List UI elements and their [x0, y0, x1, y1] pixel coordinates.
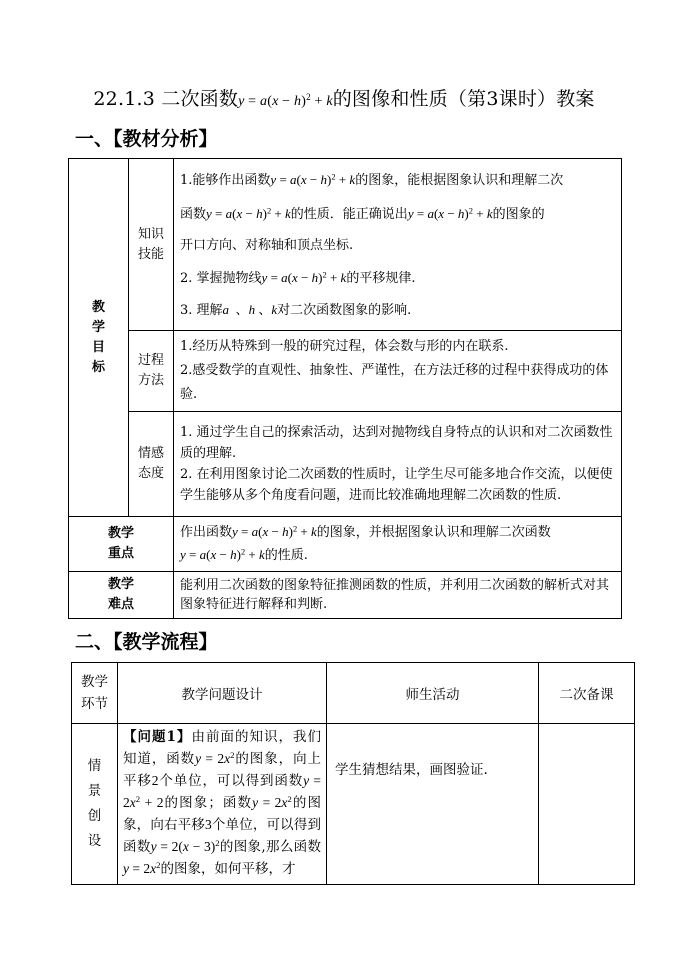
flow-header-row: [72, 663, 635, 724]
difficulty-label: 教学难点: [69, 572, 174, 619]
section2-heading: 二、【教学流程】: [75, 631, 218, 653]
title-prefix: 22.1.3 二次函数: [93, 88, 239, 110]
flow-row-scenario: [72, 724, 635, 885]
emotion-attitude-content: [174, 412, 622, 517]
goals-process-row: [69, 331, 622, 412]
knowledge-skills-label: 知识技能: [129, 159, 174, 331]
knowledge-line-5: 3. 理解a 、h 、k对二次函数图象的影响.: [180, 302, 412, 318]
key-point-label: 教学重点: [69, 517, 174, 572]
process-item-2: 2.感受数学的直观性、抽象性、严谨性，在方法迁移的过程中获得成功的体验.: [180, 363, 609, 402]
section1-heading: 一、【教材分析】: [75, 128, 218, 150]
title-suffix: 的图像和性质（第3课时）教案: [332, 88, 595, 110]
formula-vertex-form: $y = a(x - h)^2 + k$: [261, 269, 347, 285]
stage-scenario: 情景创设: [72, 724, 118, 885]
process-method-label: 过程方法: [129, 331, 174, 412]
backup-cell: [539, 724, 635, 885]
formula-params-a-h-k: a 、h 、k: [222, 302, 278, 317]
formula-vertex-form: $y = a(x - h)^2 + k$: [180, 546, 265, 562]
key-point-row: [69, 517, 622, 572]
document-title: [0, 84, 688, 111]
knowledge-line-3: 开口方向、对称轴和顶点坐标.: [180, 238, 354, 253]
question-1-tag: 【问题1】: [123, 729, 192, 745]
formula-y-2x2: $y = 2x^2$: [252, 794, 292, 810]
teaching-flow-table: [71, 662, 635, 885]
header-design: 教学问题设计: [118, 663, 327, 724]
textbook-analysis-table: [68, 158, 622, 619]
knowledge-line-1: 1.能够作出函数$y = a(x - h)^2 + k$的图象，能根据图象认识和理解二次: [180, 171, 564, 188]
process-method-content: [174, 331, 622, 412]
process-item-1: 1.经历从特殊到一般的研究过程，体会数与形的内在联系.: [180, 339, 509, 354]
emotion-attitude-label: 情感态度: [129, 412, 174, 517]
header-backup: 二次备课: [539, 663, 635, 724]
key-point-content: 作出函数$y = a(x - h)^2 + k$的图象，并根据图象认识和理解二次函数 $y = a(x - h)^2 + k$的性质.: [174, 517, 622, 572]
difficulty-row: [69, 572, 622, 619]
knowledge-skills-content: [174, 159, 622, 331]
emotion-item-1: 1. 通过学生自己的探索活动，达到对抛物线自身特点的认识和对二次函数性质的理解.: [180, 425, 613, 461]
formula-y-2x2-plus-2: $y = 2x^2 + 2$: [123, 773, 321, 810]
knowledge-line-4: 2. 掌握抛物线$y = a(x - h)^2 + k$的平移规律.: [180, 269, 416, 286]
formula-vertex-form: $y = a(x - h)^2 + k$: [270, 171, 356, 187]
formula-vertex-form: $y = a(x - h)^2 + k$: [238, 92, 333, 109]
question-1-cell: 【问题1】由前面的知识，我们知道，函数$y = 2x^2$的图象，向上平移2个单位，可以得到函数$y = 2x^2 + 2$的图象；函数$y = 2x^2$的图象，向右平移3个单位，可以得到函数$y = 2(x - 3)^2$的图象,那么函数$y = 2x^2$的图象，如何平移，才: [118, 724, 327, 885]
formula-y-2x2: $y = 2x^2$: [123, 860, 161, 876]
difficulty-content: 能利用二次函数的图象特征推测函数的性质，并利用二次函数的解析式对其图象特征进行解释和判断.: [174, 572, 622, 619]
formula-y-2x2: $y = 2x^2$: [195, 750, 235, 766]
formula-vertex-form: $y = a(x - h)^2 + k$: [232, 523, 317, 539]
goals-knowledge-row: [69, 159, 622, 331]
goals-emotion-row: [69, 412, 622, 517]
emotion-item-2: 2. 在利用图象讨论二次函数的性质时，让学生尽可能多地合作交流，以便使学生能够从多个角度看问题，进而比较准确地理解二次函数的性质.: [180, 467, 613, 503]
formula-vertex-form: $y = a(x - h)^2 + k$: [407, 205, 493, 221]
knowledge-line-2: 函数$y = a(x - h)^2 + k$的性质．能正确说出$y = a(x - h)^2 + k$的图象的: [180, 205, 545, 222]
header-stage: 教学环节: [72, 663, 118, 724]
formula-vertex-form: $y = a(x - h)^2 + k$: [206, 205, 291, 221]
header-activity: 师生活动: [327, 663, 539, 724]
activity-cell: 学生猜想结果，画图验证.: [327, 724, 539, 885]
formula-y-2-x-minus-3-sq: $y = 2(x - 3)^2$: [150, 838, 220, 854]
teaching-goals-label: 教学目标: [69, 159, 129, 517]
